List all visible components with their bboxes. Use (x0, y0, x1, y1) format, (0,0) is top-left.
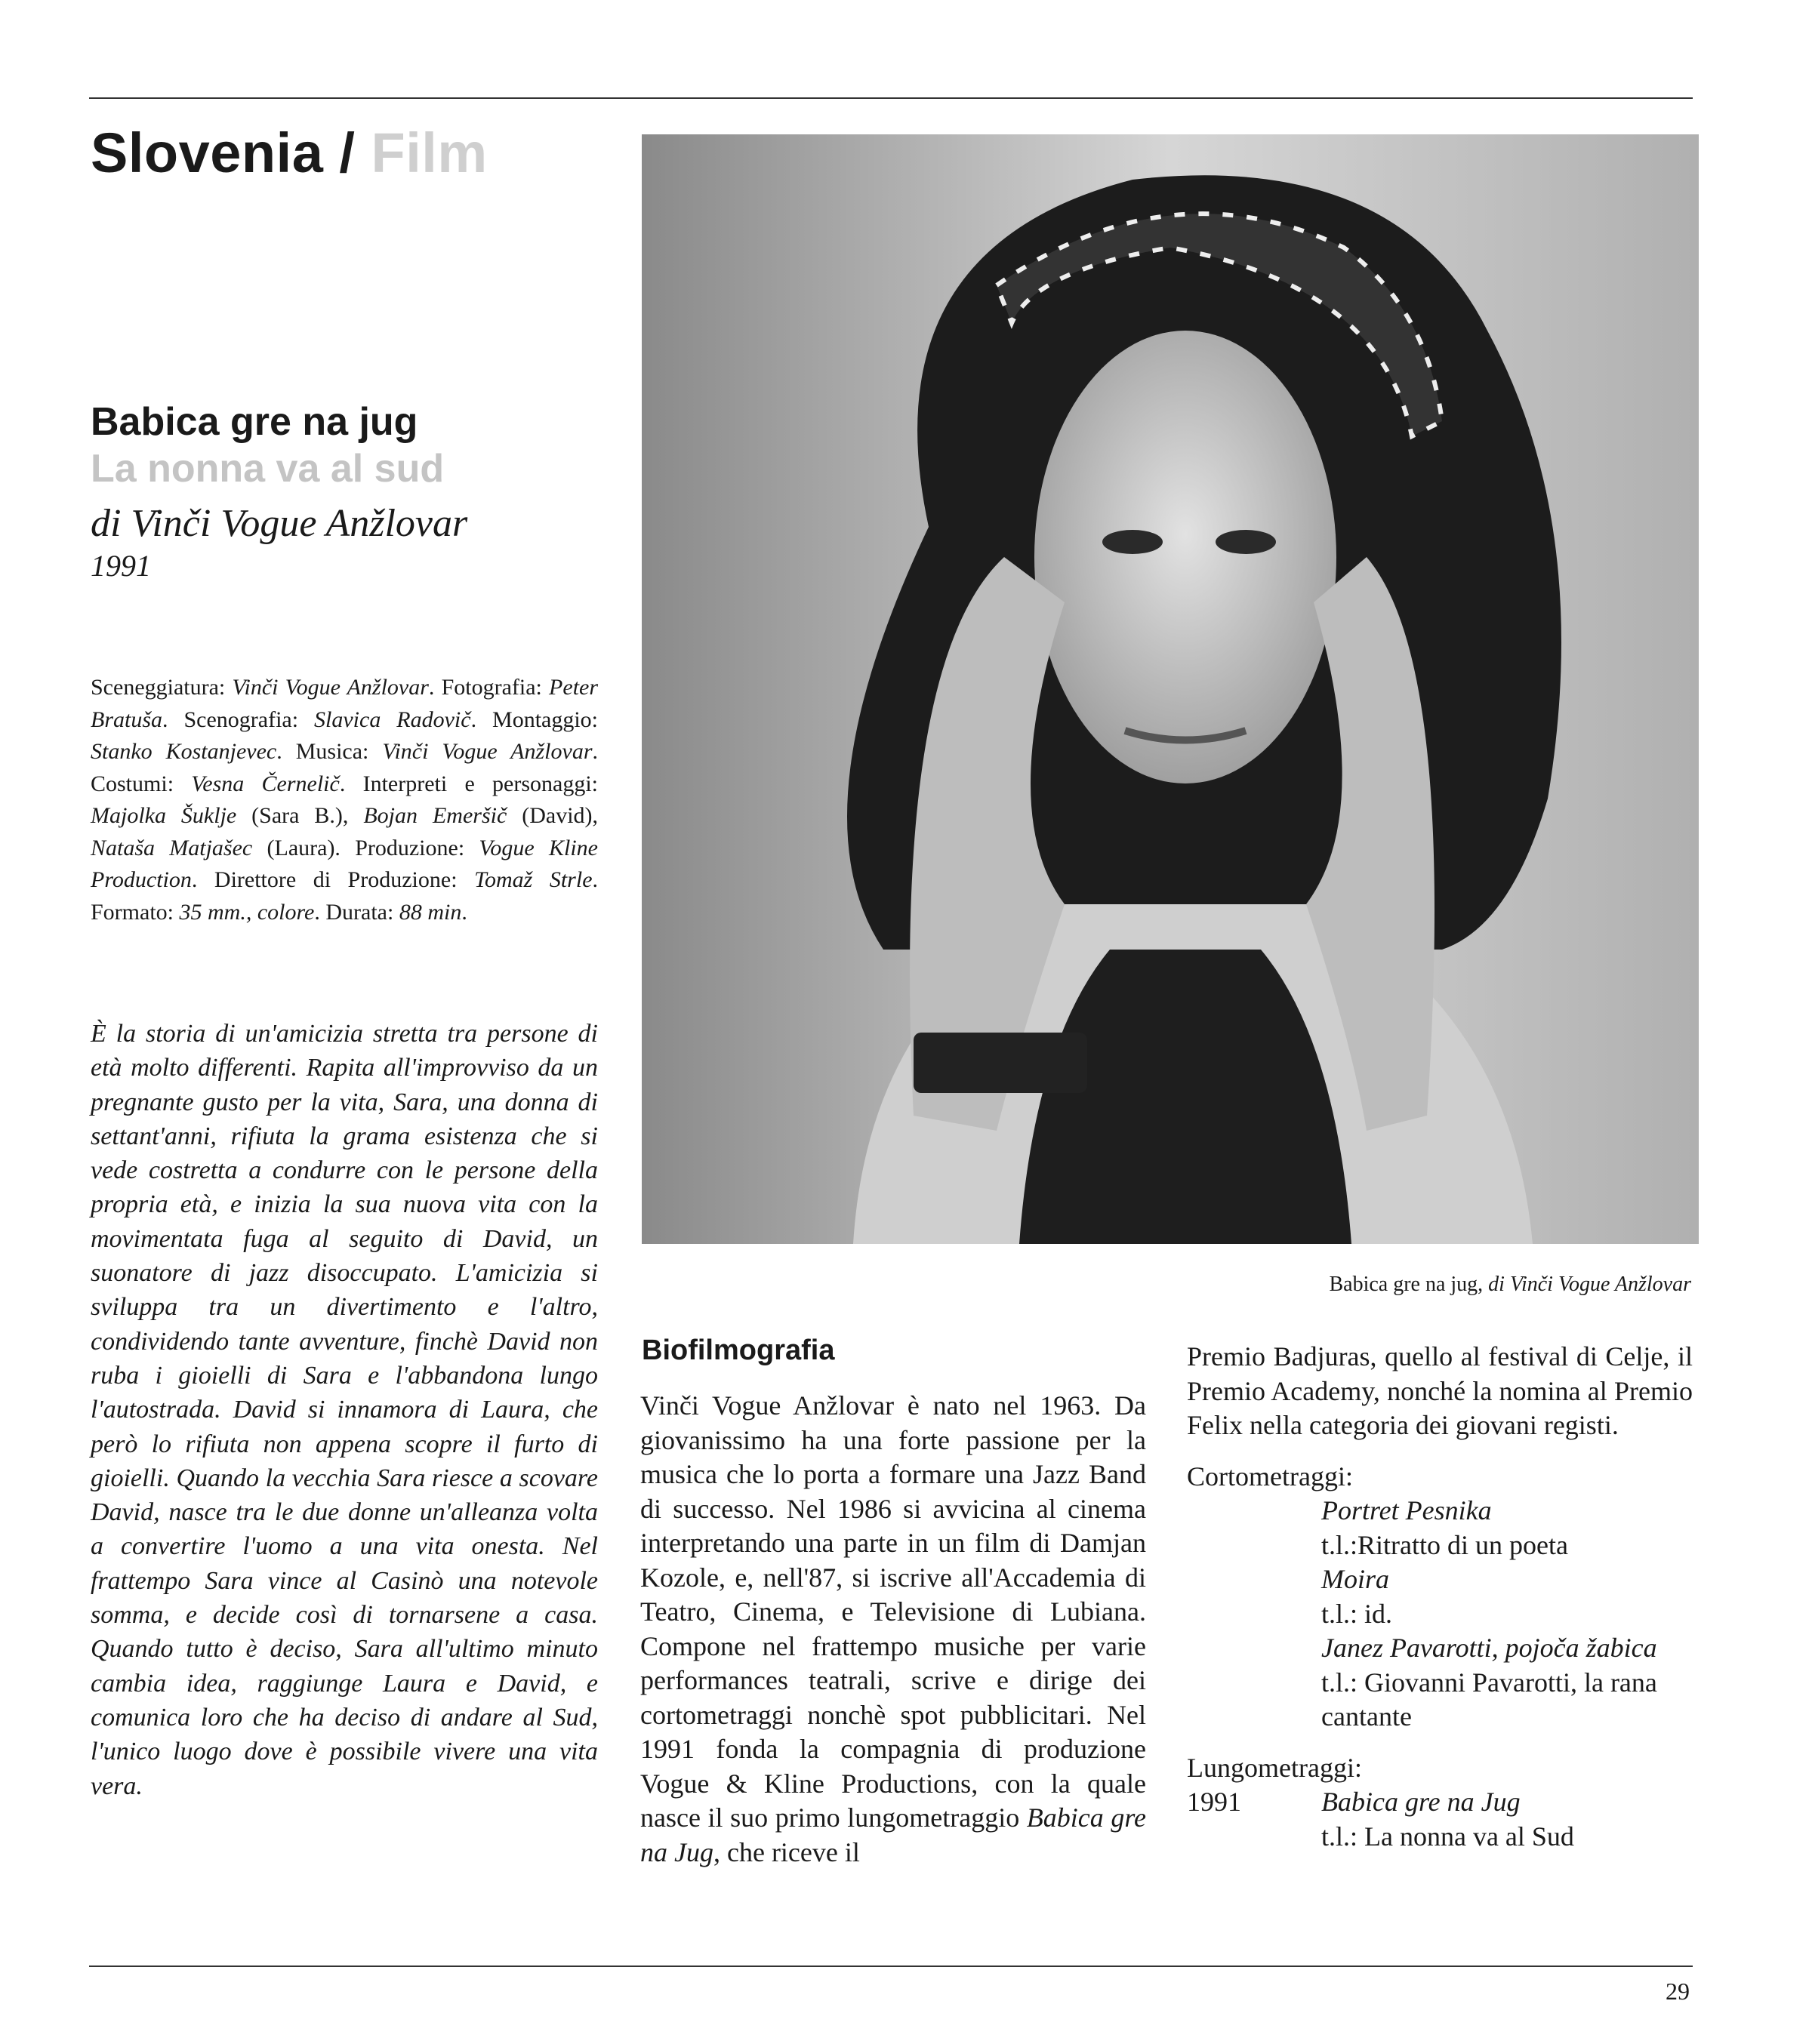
top-rule (89, 97, 1693, 99)
film-year: 1991 (91, 549, 151, 583)
credit-label: Montaggio: (492, 706, 599, 732)
short-film-item (1321, 1494, 1693, 1562)
credit-value: Majolka Šuklje (91, 803, 237, 828)
short-film-item (1321, 1631, 1693, 1735)
credit-suffix: (David), (507, 803, 599, 828)
bio-right-column (1187, 1340, 1693, 1854)
credit-value: Slavica Radovič (314, 706, 471, 732)
director-line: di Vinči Vogue Anžlovar (91, 502, 468, 545)
film-titles (91, 399, 604, 586)
original-title: Babica gre na jug (91, 400, 418, 444)
credit-suffix: . (592, 739, 599, 764)
credit-suffix: . (428, 675, 442, 700)
credit-suffix: . (314, 899, 326, 925)
credit-label: Sceneggiatura: (91, 675, 233, 700)
credit-value: 88 min (399, 899, 462, 925)
header-section: Film (371, 122, 488, 184)
eye-right (1216, 530, 1276, 554)
caption-title: Babica gre na jug, (1329, 1273, 1484, 1296)
short-film-title: Moira (1321, 1564, 1389, 1594)
credit-value: Vinči Vogue Anžlovar (232, 675, 429, 700)
credit-label: Costumi: (91, 771, 192, 796)
eye-left (1102, 530, 1163, 554)
credit-suffix: (Sara B.), (236, 803, 364, 828)
credit-value: Stanko Kostanjevec (91, 739, 277, 764)
feature-details (1321, 1785, 1574, 1854)
credit-suffix: . (191, 867, 214, 892)
short-film-translation: t.l.: id. (1321, 1598, 1393, 1629)
credit-suffix: (Laura). (252, 835, 356, 860)
short-film-translation: t.l.: Giovanni Pavarotti, la rana cantante (1321, 1667, 1657, 1732)
header-country: Slovenia (91, 122, 324, 184)
credit-value: 35 mm., colore (179, 899, 315, 925)
feature-title: Babica gre na Jug (1321, 1787, 1521, 1817)
credit-label: Durata: (325, 899, 399, 925)
short-films-label: Cortometraggi: (1187, 1461, 1353, 1491)
short-film-title: Janez Pavarotti, pojoča žabica (1321, 1633, 1657, 1663)
features-label: Lungometraggi: (1187, 1752, 1362, 1783)
credit-value: Bojan Emeršič (363, 803, 507, 828)
feature-translation: t.l.: La nonna va al Sud (1321, 1821, 1574, 1852)
page-number: 29 (1666, 1978, 1690, 2005)
credit-suffix: . (592, 867, 599, 892)
wristwatch (914, 1033, 1087, 1093)
italian-title: La nonna va al sud (91, 447, 445, 491)
feature-year: 1991 (1187, 1787, 1241, 1817)
bottom-rule (89, 1966, 1693, 1967)
film-still-photo (642, 134, 1699, 1244)
credit-value: Nataša Matjašec (91, 835, 253, 860)
credit-value: Vesna Černelič (191, 771, 340, 796)
face-shape (1034, 331, 1336, 783)
credit-suffix: . (162, 706, 184, 732)
header-separator: / (323, 122, 371, 184)
credit-suffix: . (339, 771, 363, 796)
bio-text-tail: , che riceve il (713, 1836, 860, 1867)
credit-label: Scenografia: (183, 706, 315, 732)
bio-text-continued: Premio Badjuras, quello al festival di Celje, il Premio Academy, nonché la nomina al Premio Felix nella categoria dei giovani registi. (1187, 1341, 1693, 1440)
synopsis: È la storia di un'amicizia stretta tra persone di età molto differenti. Rapita all'improvviso da un pregnante gusto per la vita, Sara, una donna di settant'anni, rifiuta la grama esistenza che si vede costretta a condurre con le persone della propria età, e inizia la sua nuova vita con la movimentata fuga al seguito di David, un suonatore di jazz disoccupato. L'amicizia si sviluppa tra un divertimento e l'altro, condividendo tante avventure, finchè David non ruba i gioielli di Sara e l'abbandona lungo l'autostrada. David si innamora di Laura, che però lo rifiuta non appena scopre il furto di gioielli. Quando la vecchia Sara riesce a scovare David, nasce tra le due donne un'alleanza volta a convertire l'uomo a una vita onesta. Nel frattempo Sara vince al Casinò una notevole somma, e decide così di tornarsene a casa. Quando tutto è deciso, Sara all'ultimo minuto cambia idea, raggiunge Laura e David, e comunica loro che ha deciso di andare al Sud, l'unico luogo dove è possibile vivere una vita vera. (91, 1020, 598, 1800)
credit-value: Tomaž Strle (474, 867, 593, 892)
bio-text (640, 1389, 1146, 1870)
biofilmography-heading: Biofilmografia (642, 1334, 835, 1366)
credit-value: Peter Bratuša (91, 675, 599, 732)
credit-suffix: . (276, 739, 296, 764)
page-header (91, 121, 488, 185)
credits-block (91, 672, 598, 928)
caption-author: di Vinči Vogue Anžlovar (1488, 1273, 1691, 1296)
credit-suffix: . (461, 899, 467, 925)
feature-item (1187, 1785, 1693, 1854)
credit-label: Fotografia: (441, 675, 550, 700)
credit-value: Vogue Kline Production (91, 835, 598, 892)
short-film-list (1187, 1494, 1693, 1735)
photo-caption (1329, 1273, 1691, 1297)
credit-label: Direttore di Produzione: (214, 867, 475, 892)
bio-text-main: Vinči Vogue Anžlovar è nato nel 1963. Da giovanissimo ha una forte passione per la musica che lo porta a formare una Jazz Band di successo. Nel 1986 si avvicina al cinema interpretando una parte in un film di Damjan Kozole, e, nell'87, si iscrive all'Accademia di Teatro, Cinema, e Televisione di Lubiana. Compone nel frattempo musiche per varie performances teatrali, scrive e dirige dei cortometraggi nonchè spot pubblicitari. Nel 1991 fonda la compagnia di produzione Vogue & Kline Productions, con la quale nasce il suo primo lungometraggio (640, 1390, 1146, 1833)
credit-suffix: . (470, 706, 493, 732)
credit-label: Produzione: (355, 835, 479, 860)
short-film-title: Portret Pesnika (1321, 1495, 1492, 1525)
short-film-translation: t.l.:Ritratto di un poeta (1321, 1529, 1568, 1560)
credit-label: Interpreti e personaggi: (362, 771, 599, 796)
short-film-item (1321, 1562, 1693, 1631)
credit-label: Musica: (295, 739, 383, 764)
credit-label: Formato: (91, 899, 180, 925)
credit-value: Vinči Vogue Anžlovar (382, 739, 593, 764)
bio-film-title: Babica gre na Jug (640, 1802, 1146, 1867)
